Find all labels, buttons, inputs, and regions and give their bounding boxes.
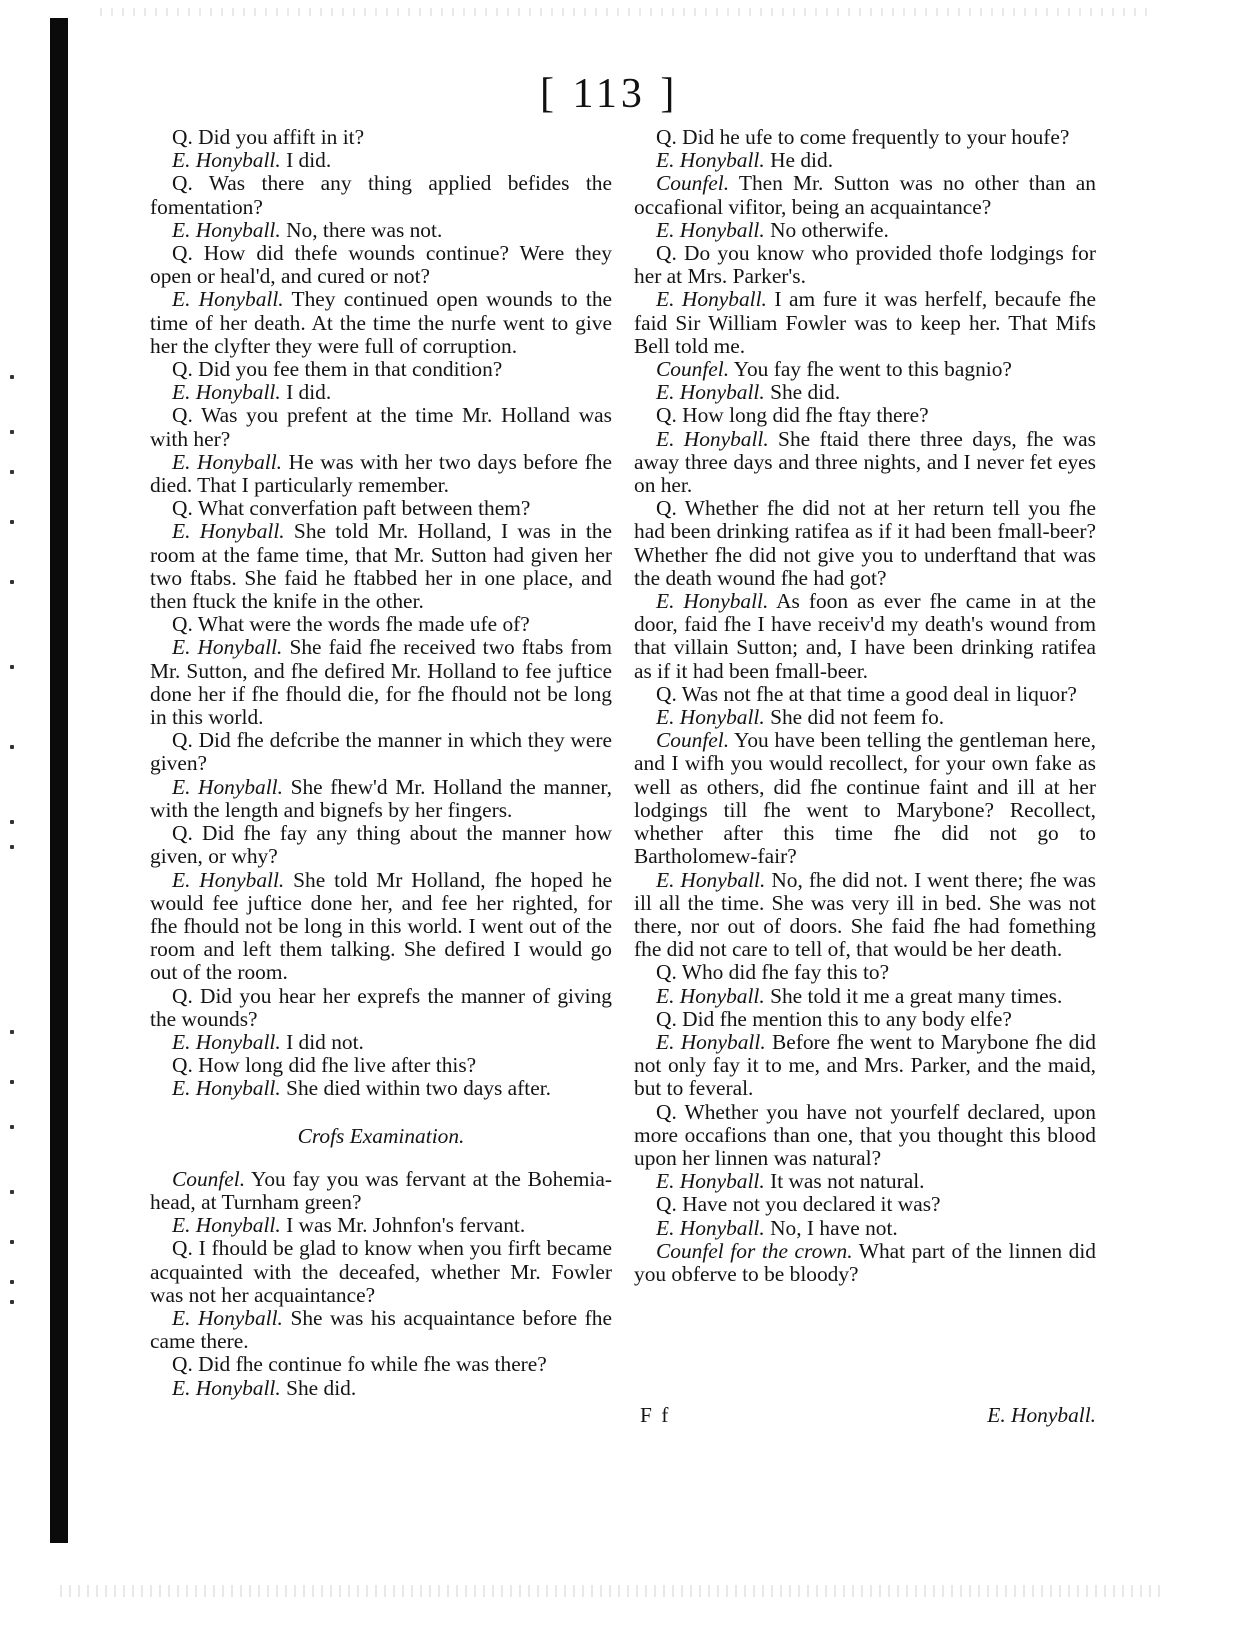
speaker-label: E. Honyball. (172, 380, 281, 405)
testimony-paragraph (634, 1008, 1096, 1031)
speaker-label: Q. (656, 1192, 677, 1217)
edge-mark (10, 820, 14, 824)
testimony-text: Did you fee them in that condition? (192, 357, 503, 382)
testimony-text: No otherwife. (764, 217, 889, 242)
testimony-text: He was with her two days before fhe died. That I particularly remember. (150, 449, 612, 498)
testimony-text: Did you affift in it? (192, 125, 365, 149)
testimony-text: She did. (280, 1375, 357, 1400)
testimony-paragraph (150, 869, 612, 985)
testimony-paragraph (634, 358, 1096, 381)
testimony-text: What converfation paft between them? (192, 496, 531, 521)
scan-noise-top (100, 8, 1150, 16)
speaker-label: E. Honyball. (172, 1375, 281, 1400)
speaker-label: E. Honyball. (172, 148, 281, 173)
edge-mark (10, 520, 14, 524)
testimony-text: Then Mr. Sutton was no other than an occafional vifitor, being an acquaintance? (634, 171, 1096, 219)
testimony-text: I did. (280, 148, 332, 173)
speaker-label: E. Honyball. (172, 449, 283, 474)
testimony-paragraph (150, 288, 612, 358)
testimony-text: She told it me a great many times. (764, 983, 1063, 1008)
edge-mark (10, 845, 14, 849)
speaker-label: Q. (172, 1236, 193, 1261)
testimony-paragraph (150, 985, 612, 1031)
testimony-paragraph (634, 590, 1096, 683)
testimony-paragraph (150, 729, 612, 775)
speaker-label: E. Honyball. (172, 519, 285, 544)
edge-mark (10, 470, 14, 474)
speaker-label: Q. (656, 403, 677, 428)
testimony-paragraph (150, 242, 612, 288)
speaker-label: E. Honyball. (172, 867, 285, 892)
testimony-paragraph (634, 428, 1096, 498)
signature-mark: F f (640, 1403, 671, 1427)
testimony-paragraph (150, 520, 612, 613)
testimony-paragraph (634, 1240, 1096, 1286)
speaker-label: E. Honyball. (656, 1169, 765, 1194)
testimony-text: Was not fhe at that time a good deal in liquor? (676, 681, 1077, 706)
speaker-label: E. Honyball. (656, 426, 769, 451)
testimony-text: I did. (280, 380, 332, 405)
testimony-paragraph (634, 1031, 1096, 1101)
speaker-label: E. Honyball. (172, 217, 281, 242)
edge-mark (10, 1190, 14, 1194)
testimony-paragraph (150, 613, 612, 636)
testimony-paragraph (150, 1054, 612, 1077)
testimony-text: I was Mr. Johnfon's fervant. (280, 1213, 526, 1238)
testimony-text: You have been telling the gentleman here, and I wifh you would recollect, for your own fake as well as others, did fhe continue faint and ill at her lodgings till fhe went to Marybone? Recollect, whether after this time fhe did not go to Bartholomew-fair? (634, 728, 1096, 869)
speaker-label: E. Honyball. (172, 1305, 283, 1330)
speaker-label: E. Honyball. (656, 287, 767, 312)
testimony-paragraph (150, 1307, 612, 1353)
testimony-paragraph (150, 126, 612, 149)
testimony-text: No, there was not. (280, 217, 443, 242)
speaker-label: Q. (172, 125, 193, 149)
speaker-label: Q. (172, 983, 193, 1008)
testimony-paragraph (634, 126, 1096, 149)
testimony-text: He did. (764, 148, 834, 173)
edge-mark (10, 665, 14, 669)
speaker-label: Counfel. (656, 171, 730, 196)
edge-mark (10, 1280, 14, 1284)
speaker-label: Q. (172, 1352, 193, 1377)
testimony-text: As foon as ever fhe came in at the door, faid fhe I have receiv'd my death's wound from that villain Sutton; and, I have been drinking ratifea as if it had been fmall-beer. (634, 589, 1096, 683)
testimony-text: She ftaid there three days, fhe was away three days and three nights, and I never fet eyes on her. (634, 426, 1097, 498)
speaker-label: Q. (656, 496, 677, 521)
speaker-label: E. Honyball. (656, 217, 765, 242)
testimony-text: I am fure it was herfelf, becaufe fhe faid Sir William Fowler was to keep her. That Mifs Bell told me. (634, 287, 1096, 358)
speaker-label: Counfel. (656, 357, 730, 382)
testimony-paragraph (634, 1193, 1096, 1216)
testimony-text: Do you know who provided thofe lodgings for her at Mrs. Parker's. (634, 241, 1096, 289)
page-footer (634, 1403, 1096, 1428)
speaker-label: Q. (656, 241, 677, 266)
testimony-text: Did he ufe to come frequently to your houfe? (676, 125, 1070, 149)
testimony-paragraph (634, 288, 1096, 358)
testimony-paragraph (634, 961, 1096, 984)
testimony-paragraph (150, 358, 612, 381)
section-heading: Crofs Examination. (297, 1123, 465, 1148)
testimony-paragraph (634, 706, 1096, 729)
testimony-paragraph (634, 683, 1096, 706)
testimony-text: Did you hear her exprefs the manner of giving the wounds? (150, 983, 612, 1031)
testimony-paragraph (634, 381, 1096, 404)
speaker-label: Counfel. (172, 1166, 246, 1191)
speaker-label: E. Honyball. (172, 635, 283, 660)
testimony-paragraph (634, 1101, 1096, 1171)
speaker-label: Counfel. (656, 728, 730, 753)
page-edge-marks (0, 0, 30, 1643)
testimony-paragraph (634, 1217, 1096, 1240)
speaker-label: Q. (656, 681, 677, 706)
speaker-label: E. Honyball. (656, 867, 766, 892)
testimony-text: Who did fhe fay this to? (676, 960, 890, 985)
testimony-paragraph (634, 242, 1096, 288)
speaker-label: E. Honyball. (172, 1213, 281, 1238)
testimony-paragraph (634, 149, 1096, 172)
edge-mark (10, 375, 14, 379)
testimony-paragraph (634, 985, 1096, 1008)
speaker-label: E. Honyball. (656, 589, 769, 614)
speaker-label: Q. (172, 821, 193, 846)
testimony-paragraph (634, 404, 1096, 427)
speaker-label: Q. (172, 496, 193, 521)
testimony-text: Have not you declared it was? (676, 1192, 941, 1217)
testimony-paragraph (634, 729, 1096, 868)
testimony-text: What were the words fhe made ufe of? (192, 612, 530, 637)
scan-noise-bottom (60, 1585, 1160, 1597)
testimony-text: Did fhe mention this to any body elfe? (676, 1006, 1012, 1031)
testimony-text: She faid fhe received two ftabs from Mr. Sutton, and fhe defired Mr. Holland to fee juftice done her if fhe fhould die, for fhe fhould not be long in this world. (150, 635, 612, 730)
testimony-text: How did thefe wounds continue? Were they open or heal'd, and cured or not? (150, 241, 612, 289)
testimony-text: You fay fhe went to this bagnio? (729, 357, 1012, 382)
speaker-label: Q. (656, 125, 677, 149)
page-number: [ 113 ] (540, 71, 679, 117)
testimony-paragraph (150, 219, 612, 242)
speaker-label: Q. (656, 1006, 677, 1031)
testimony-text: Whether fhe did not at her return tell you fhe had been drinking ratifea as if it had been fmall-beer? Whether fhe did not give you to underftand that was the death wound fhe had got? (634, 496, 1096, 590)
speaker-label: E. Honyball. (656, 380, 765, 405)
testimony-text: How long did fhe ftay there? (676, 403, 929, 428)
testimony-paragraph (150, 1214, 612, 1237)
testimony-paragraph (634, 172, 1096, 218)
testimony-paragraph (634, 1170, 1096, 1193)
speaker-label: E. Honyball. (172, 774, 283, 799)
testimony-text: Did fhe defcribe the manner in which they were given? (150, 728, 612, 776)
testimony-text: How long did fhe live after this? (192, 1053, 477, 1078)
testimony-paragraph (150, 1377, 612, 1400)
edge-mark (10, 1300, 14, 1304)
edge-mark (10, 1240, 14, 1244)
testimony-paragraph (634, 219, 1096, 242)
binding-shadow (50, 18, 68, 1543)
edge-mark (10, 1030, 14, 1034)
testimony-paragraph (150, 1237, 612, 1307)
speaker-label: Q. (172, 1053, 193, 1078)
speaker-label: E. Honyball. (656, 705, 765, 730)
testimony-text: She did. (764, 380, 841, 405)
testimony-text: What part of the linnen did you obferve to be bloody? (634, 1238, 1096, 1286)
testimony-text: You fay you was fervant at the Bohemia-head, at Turnham green? (150, 1166, 612, 1214)
speaker-label: E. Honyball. (656, 148, 765, 173)
testimony-text: They continued open wounds to the time of her death. At the time the nurfe went to give her the clyfter they were full of corruption. (150, 287, 613, 358)
testimony-text: Was you prefent at the time Mr. Holland was with her? (150, 403, 612, 451)
edge-mark (10, 1125, 14, 1129)
testimony-text: She was his acquaintance before fhe came there. (150, 1305, 612, 1354)
testimony-text: She fhew'd Mr. Holland the manner, with the length and bignefs by her fingers. (150, 774, 612, 822)
testimony-paragraph (150, 636, 612, 729)
left-column (150, 126, 612, 1400)
testimony-paragraph (150, 1031, 612, 1054)
testimony-paragraph (150, 404, 612, 450)
speaker-label: Counfel for the crown. (656, 1238, 853, 1263)
testimony-text: I fhould be glad to know when you firft became acquainted with the deceafed, whether Mr. Fowler was not her acquaintance? (150, 1236, 612, 1307)
testimony-text: Before fhe went to Marybone fhe did not only fay it to me, and Mrs. Parker, and the maid, but to feveral. (634, 1029, 1096, 1101)
speaker-label: E. Honyball. (656, 983, 765, 1008)
testimony-paragraph (634, 869, 1096, 962)
speaker-label: Q. (172, 728, 193, 753)
testimony-text: Did fhe continue fo while fhe was there? (192, 1352, 547, 1377)
speaker-label: Q. (656, 960, 677, 985)
testimony-text: She did not feem fo. (764, 705, 945, 730)
speaker-label: E. Honyball. (172, 287, 284, 312)
edge-mark (10, 430, 14, 434)
speaker-label: Q. (172, 612, 193, 637)
testimony-paragraph (150, 776, 612, 822)
testimony-paragraph (150, 497, 612, 520)
speaker-label: Q. (172, 357, 193, 382)
right-column (634, 126, 1096, 1286)
catchword: E. Honyball. (987, 1403, 1096, 1427)
testimony-paragraph (150, 381, 612, 404)
speaker-label: Q. (172, 241, 193, 266)
edge-mark (10, 1080, 14, 1084)
testimony-paragraph (150, 1077, 612, 1100)
testimony-paragraph (150, 451, 612, 497)
speaker-label: E. Honyball. (656, 1215, 765, 1240)
edge-mark (10, 580, 14, 584)
speaker-label: Q. (656, 1099, 677, 1124)
testimony-paragraph (150, 822, 612, 868)
testimony-paragraph (634, 497, 1096, 590)
testimony-text: Did fhe fay any thing about the manner how given, or why? (150, 821, 612, 869)
testimony-text: Was there any thing applied befides the fomentation? (150, 171, 612, 219)
speaker-label: Q. (172, 171, 193, 196)
testimony-text: She died within two days after. (280, 1076, 552, 1101)
testimony-text: She told Mr Holland, fhe hoped he would fee juftice done her, and fee her righted, for fhe fhould not be long in this world. I went out of the room and left them talking. She defired I would go out of the room. (150, 867, 613, 985)
testimony-paragraph (150, 1168, 612, 1214)
testimony-text: No, I have not. (764, 1215, 898, 1240)
edge-mark (10, 745, 14, 749)
speaker-label: E. Honyball. (656, 1029, 766, 1054)
testimony-text: No, fhe did not. I went there; fhe was ill all the time. She was very ill in bed. She was not there, nor out of doors. She faid fhe had fomething fhe did not care to tell of, that would be her death. (634, 867, 1096, 962)
testimony-paragraph (150, 149, 612, 172)
speaker-label: E. Honyball. (172, 1029, 281, 1054)
speaker-label: E. Honyball. (172, 1076, 281, 1101)
testimony-text: I did not. (280, 1029, 364, 1054)
testimony-paragraph (150, 172, 612, 218)
testimony-paragraph (150, 1353, 612, 1376)
testimony-text: It was not natural. (764, 1169, 925, 1194)
testimony-text: Whether you have not yourfelf declared, upon more occafions than one, that you thought this blood upon her linnen was natural? (634, 1099, 1096, 1170)
testimony-text: She told Mr. Holland, I was in the room at the fame time, that Mr. Sutton had given her two ftabs. She faid he ftabbed her in one place, and then ftuck the knife in the other. (150, 519, 612, 614)
speaker-label: Q. (172, 403, 193, 428)
